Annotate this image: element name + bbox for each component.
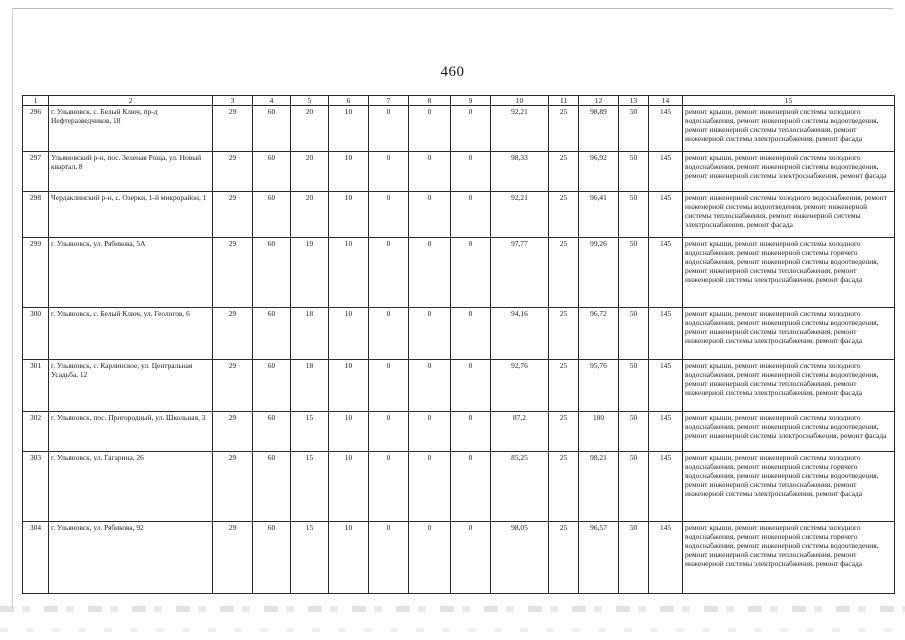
value-cell: 60 — [253, 106, 291, 152]
value-cell: 25 — [549, 152, 579, 192]
value-cell: 98,05 — [491, 522, 549, 594]
value-cell: 60 — [253, 412, 291, 452]
value-cell: 0 — [369, 308, 409, 360]
value-cell: 0 — [409, 452, 451, 522]
value-cell: 20 — [291, 192, 329, 238]
value-cell: 98,21 — [579, 452, 619, 522]
address-cell: г. Ульяновск, с. Белый Ключ, пр-д Нефтеразведчиков, 18 — [49, 106, 213, 152]
value-cell: 0 — [409, 152, 451, 192]
address-cell: Ульяновский р-н, пос. Зеленая Роща, ул. Новый квартал, 8 — [49, 152, 213, 192]
value-cell: 0 — [451, 152, 491, 192]
value-cell: 0 — [451, 522, 491, 594]
value-cell: 50 — [619, 238, 649, 308]
table-header-row — [23, 96, 895, 106]
value-cell: 60 — [253, 238, 291, 308]
col-header: 2 — [49, 96, 213, 106]
works-cell: ремонт крыши, ремонт инженерной системы холодного водоснабжения, ремонт инженерной системы водоотведения, ремонт инженерной системы электроснабжения, ремонт фасада — [683, 412, 895, 452]
works-cell: ремонт крыши, ремонт инженерной системы холодного водоснабжения, ремонт инженерной системы водоотведения, ремонт инженерной системы электроснабжения, ремонт фасада — [683, 152, 895, 192]
value-cell: 50 — [619, 412, 649, 452]
works-cell: ремонт крыши, ремонт инженерной системы холодного водоснабжения, ремонт инженерной системы водоотведения, ремонт инженерной системы теплоснабжения, ремонт инженерной системы электроснабжения, ремонт фасада — [683, 360, 895, 412]
value-cell: 0 — [451, 238, 491, 308]
value-cell: 145 — [649, 452, 683, 522]
value-cell: 94,16 — [491, 308, 549, 360]
works-cell: ремонт крыши, ремонт инженерной системы холодного водоснабжения, ремонт инженерной системы водоотведения, ремонт инженерной системы теплоснабжения, ремонт инженерной системы электроснабжения, ремонт фасада — [683, 106, 895, 152]
value-cell: 100 — [579, 412, 619, 452]
col-header: 13 — [619, 96, 649, 106]
value-cell: 10 — [329, 238, 369, 308]
col-header: 11 — [549, 96, 579, 106]
address-cell: г. Ульяновск, с. Белый Ключ, ул. Геологов, 6 — [49, 308, 213, 360]
col-header: 4 — [253, 96, 291, 106]
value-cell: 145 — [649, 360, 683, 412]
value-cell: 97,77 — [491, 238, 549, 308]
col-header: 14 — [649, 96, 683, 106]
works-cell: ремонт крыши, ремонт инженерной системы холодного водоснабжения, ремонт инженерной системы водоотведения, ремонт инженерной системы теплоснабжения, ремонт инженерной системы электроснабжения, ремонт фасада — [683, 308, 895, 360]
row-number-cell: 297 — [23, 152, 49, 192]
table-row — [23, 412, 895, 452]
value-cell: 50 — [619, 152, 649, 192]
value-cell: 0 — [369, 238, 409, 308]
value-cell: 0 — [451, 106, 491, 152]
value-cell: 10 — [329, 192, 369, 238]
value-cell: 25 — [549, 452, 579, 522]
value-cell: 15 — [291, 412, 329, 452]
col-header: 1 — [23, 96, 49, 106]
value-cell: 10 — [329, 412, 369, 452]
row-number-cell: 296 — [23, 106, 49, 152]
value-cell: 95,76 — [579, 360, 619, 412]
value-cell: 145 — [649, 192, 683, 238]
value-cell: 25 — [549, 192, 579, 238]
page-number: 460 — [440, 64, 465, 80]
value-cell: 18 — [291, 308, 329, 360]
works-cell: ремонт инженерной системы холодного водоснабжения, ремонт инженерной системы водоотведения, ремонт инженерной системы теплоснабжения, ремонт инженерной системы электроснабжения, ремонт фасада — [683, 192, 895, 238]
table-row — [23, 452, 895, 522]
col-header: 6 — [329, 96, 369, 106]
value-cell: 10 — [329, 452, 369, 522]
address-cell: г. Ульяновск, с. Карлинское, ул. Центральная Усадьба, 12 — [49, 360, 213, 412]
value-cell: 29 — [213, 452, 253, 522]
value-cell: 25 — [549, 238, 579, 308]
value-cell: 10 — [329, 308, 369, 360]
value-cell: 25 — [549, 360, 579, 412]
works-cell: ремонт крыши, ремонт инженерной системы холодного водоснабжения, ремонт инженерной системы горячего водоснабжения, ремонт инженерной системы водоотведения, ремонт инженерной системы теплоснабжения, ремонт инженерной системы электроснабжения, ремонт фасада — [683, 238, 895, 308]
value-cell: 29 — [213, 238, 253, 308]
value-cell: 50 — [619, 308, 649, 360]
value-cell: 0 — [451, 308, 491, 360]
value-cell: 0 — [451, 192, 491, 238]
value-cell: 18 — [291, 360, 329, 412]
row-number-cell: 302 — [23, 412, 49, 452]
value-cell: 25 — [549, 412, 579, 452]
table-row — [23, 152, 895, 192]
value-cell: 29 — [213, 192, 253, 238]
value-cell: 87,2 — [491, 412, 549, 452]
value-cell: 29 — [213, 106, 253, 152]
value-cell: 20 — [291, 106, 329, 152]
value-cell: 0 — [369, 522, 409, 594]
value-cell: 96,92 — [579, 152, 619, 192]
col-header: 12 — [579, 96, 619, 106]
value-cell: 25 — [549, 106, 579, 152]
value-cell: 10 — [329, 106, 369, 152]
row-number-cell: 298 — [23, 192, 49, 238]
value-cell: 50 — [619, 106, 649, 152]
value-cell: 92,76 — [491, 360, 549, 412]
address-cell: г. Ульяновск, ул. Гагарина, 26 — [49, 452, 213, 522]
col-header: 5 — [291, 96, 329, 106]
value-cell: 15 — [291, 522, 329, 594]
value-cell: 92,21 — [491, 106, 549, 152]
value-cell: 19 — [291, 238, 329, 308]
value-cell: 145 — [649, 106, 683, 152]
col-header: 8 — [409, 96, 451, 106]
col-header: 7 — [369, 96, 409, 106]
value-cell: 145 — [649, 152, 683, 192]
value-cell: 85,25 — [491, 452, 549, 522]
value-cell: 0 — [369, 412, 409, 452]
value-cell: 60 — [253, 152, 291, 192]
value-cell: 29 — [213, 308, 253, 360]
table-row — [23, 522, 895, 594]
scan-artifact-band — [0, 606, 905, 612]
value-cell: 25 — [549, 522, 579, 594]
value-cell: 0 — [369, 360, 409, 412]
value-cell: 145 — [649, 308, 683, 360]
address-cell: г. Ульяновск, ул. Рябикова, 92 — [49, 522, 213, 594]
col-header: 15 — [683, 96, 895, 106]
value-cell: 92,21 — [491, 192, 549, 238]
value-cell: 29 — [213, 412, 253, 452]
value-cell: 0 — [451, 360, 491, 412]
value-cell: 0 — [451, 412, 491, 452]
value-cell: 0 — [409, 106, 451, 152]
value-cell: 50 — [619, 522, 649, 594]
col-header: 9 — [451, 96, 491, 106]
col-header: 10 — [491, 96, 549, 106]
value-cell: 0 — [369, 106, 409, 152]
value-cell: 0 — [409, 308, 451, 360]
address-cell: г. Ульяновск, ул. Рябикова, 5А — [49, 238, 213, 308]
value-cell: 60 — [253, 452, 291, 522]
value-cell: 145 — [649, 412, 683, 452]
row-number-cell: 304 — [23, 522, 49, 594]
value-cell: 98,33 — [491, 152, 549, 192]
value-cell: 0 — [369, 452, 409, 522]
value-cell: 145 — [649, 238, 683, 308]
table-row — [23, 238, 895, 308]
row-number-cell: 299 — [23, 238, 49, 308]
value-cell: 0 — [409, 238, 451, 308]
value-cell: 50 — [619, 192, 649, 238]
value-cell: 0 — [369, 192, 409, 238]
value-cell: 98,89 — [579, 106, 619, 152]
value-cell: 99,26 — [579, 238, 619, 308]
value-cell: 50 — [619, 452, 649, 522]
row-number-cell: 300 — [23, 308, 49, 360]
value-cell: 29 — [213, 152, 253, 192]
address-cell: г. Ульяновск, пос. Пригородный, ул. Школьная, 3 — [49, 412, 213, 452]
table-row — [23, 192, 895, 238]
value-cell: 60 — [253, 522, 291, 594]
value-cell: 96,57 — [579, 522, 619, 594]
value-cell: 0 — [451, 452, 491, 522]
value-cell: 0 — [409, 522, 451, 594]
value-cell: 10 — [329, 522, 369, 594]
value-cell: 0 — [409, 192, 451, 238]
value-cell: 60 — [253, 192, 291, 238]
value-cell: 29 — [213, 522, 253, 594]
value-cell: 10 — [329, 152, 369, 192]
address-cell: Чердаклинский р-н, с. Озерки, 1-й микрорайон, 1 — [49, 192, 213, 238]
table-row — [23, 308, 895, 360]
value-cell: 15 — [291, 452, 329, 522]
table-row — [23, 360, 895, 412]
table-row — [23, 106, 895, 152]
value-cell: 10 — [329, 360, 369, 412]
value-cell: 0 — [409, 412, 451, 452]
works-cell: ремонт крыши, ремонт инженерной системы холодного водоснабжения, ремонт инженерной системы горячего водоснабжения, ремонт инженерной системы водоотведения, ремонт инженерной системы теплоснабжения, ремонт инженерной системы электроснабжения, ремонт фасада — [683, 452, 895, 522]
scan-artifact-band — [0, 628, 905, 632]
row-number-cell: 301 — [23, 360, 49, 412]
row-number-cell: 303 — [23, 452, 49, 522]
value-cell: 50 — [619, 360, 649, 412]
value-cell: 20 — [291, 152, 329, 192]
works-cell: ремонт крыши, ремонт инженерной системы холодного водоснабжения, ремонт инженерной системы горячего водоснабжения, ремонт инженерной системы водоотведения, ремонт инженерной системы теплоснабжения, ремонт инженерной системы электроснабжения, ремонт фасада — [683, 522, 895, 594]
value-cell: 60 — [253, 360, 291, 412]
col-header: 3 — [213, 96, 253, 106]
value-cell: 0 — [409, 360, 451, 412]
value-cell: 60 — [253, 308, 291, 360]
value-cell: 96,72 — [579, 308, 619, 360]
value-cell: 145 — [649, 522, 683, 594]
value-cell: 25 — [549, 308, 579, 360]
value-cell: 29 — [213, 360, 253, 412]
data-table — [22, 95, 895, 594]
value-cell: 0 — [369, 152, 409, 192]
value-cell: 96,41 — [579, 192, 619, 238]
